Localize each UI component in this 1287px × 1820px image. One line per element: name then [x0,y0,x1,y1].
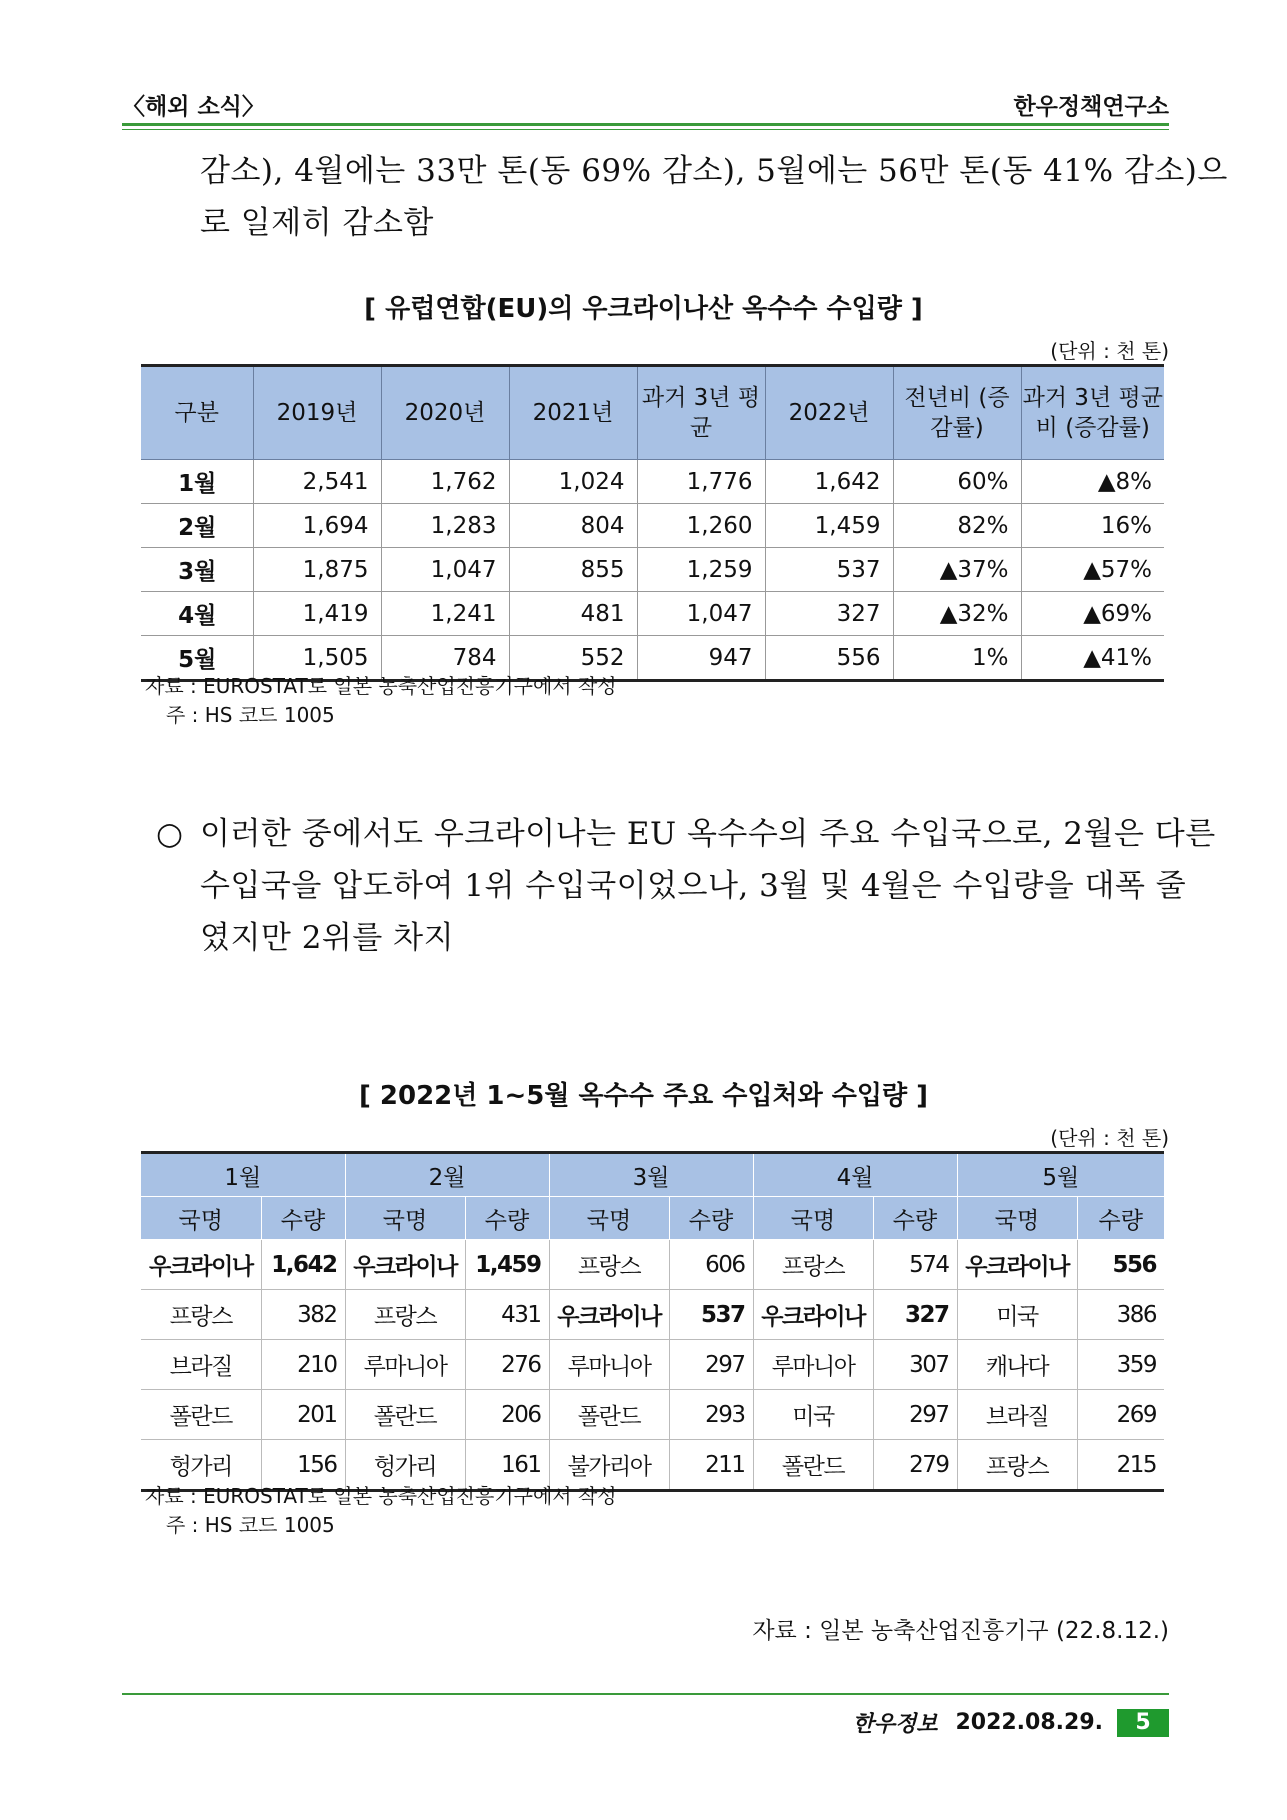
table-row [141,548,1164,592]
column-header: 2020년 [381,366,509,460]
country-cell: 미국 [957,1290,1077,1340]
quantity-cell: 297 [873,1390,957,1440]
table-cell: 1,260 [637,504,765,548]
table-cell: 1,459 [765,504,893,548]
table-cell: 1,047 [637,592,765,636]
country-cell: 폴란드 [753,1440,873,1491]
quantity-cell: 431 [465,1290,549,1340]
table-cell: 537 [765,548,893,592]
quantity-header: 수량 [669,1197,753,1240]
quantity-cell: 211 [669,1440,753,1491]
country-header: 국명 [141,1197,261,1240]
import-sources-table [141,1151,1164,1492]
footer-rule [122,1693,1169,1695]
table-row [141,1290,1164,1340]
quantity-cell: 537 [669,1290,753,1340]
table-cell: 1,047 [381,548,509,592]
table1-title: [ 유럽연합(EU)의 우크라이나산 옥수수 수입량 ] [364,294,923,324]
table-row [141,592,1164,636]
table2-note: 주 : HS 코드 1005 [166,1513,335,1537]
footer-brand: 한우정보 [852,1712,938,1737]
header-rule-thin [122,129,1169,130]
table-cell: 855 [509,548,637,592]
table-cell: ▲8% [1021,460,1164,504]
table-cell: 784 [381,636,509,681]
table-cell: 947 [637,636,765,681]
header-rule [122,123,1169,126]
country-cell: 루마니아 [549,1340,669,1390]
table2-unit: (단위 : 천 톤) [1050,1126,1169,1150]
bullet-marker: ○ [156,816,184,852]
quantity-cell: 327 [873,1290,957,1340]
table-cell: 82% [893,504,1021,548]
quantity-header: 수량 [465,1197,549,1240]
bullet-line: 수입국을 압도하여 1위 수입국이었으나, 3월 및 4월은 수입량을 대폭 줄 [200,868,1187,904]
eu-import-table [141,364,1164,682]
month-header: 2월 [345,1153,549,1197]
column-header: 구분 [141,366,253,460]
quantity-cell: 359 [1077,1340,1164,1390]
publisher-name: 한우정책연구소 [1013,94,1169,120]
footer-date: 2022.08.29. [955,1710,1103,1735]
table1-source: 자료 : EUROSTAT로 일본 농축산업진흥기구에서 작성 [145,674,617,698]
country-header: 국명 [753,1197,873,1240]
row-label: 4월 [141,592,253,636]
table-cell: 60% [893,460,1021,504]
quantity-header: 수량 [873,1197,957,1240]
country-cell: 루마니아 [753,1340,873,1390]
quantity-header: 수량 [1077,1197,1164,1240]
table-cell: 1,694 [253,504,381,548]
country-cell: 미국 [753,1390,873,1440]
row-label: 1월 [141,460,253,504]
quantity-cell: 215 [1077,1440,1164,1491]
country-cell: 우크라이나 [141,1240,261,1290]
country-cell: 우크라이나 [549,1290,669,1340]
table-cell: 552 [509,636,637,681]
table-cell: 1,776 [637,460,765,504]
table-row [141,1240,1164,1290]
table-row [141,1390,1164,1440]
column-header: 과거 3년 평균비 (증감률) [1021,366,1164,460]
quantity-cell: 386 [1077,1290,1164,1340]
table-cell: 1,259 [637,548,765,592]
intro-line: 로 일제히 감소함 [200,205,434,241]
column-header: 2019년 [253,366,381,460]
table-cell: 1% [893,636,1021,681]
column-header: 과거 3년 평균 [637,366,765,460]
footer [852,1707,1169,1738]
country-header: 국명 [345,1197,465,1240]
table-cell: 16% [1021,504,1164,548]
country-cell: 루마니아 [345,1340,465,1390]
column-header: 2021년 [509,366,637,460]
country-cell: 우크라이나 [753,1290,873,1340]
country-cell: 불가리아 [549,1440,669,1491]
row-label: 3월 [141,548,253,592]
country-cell: 프랑스 [957,1440,1077,1491]
country-cell: 우크라이나 [957,1240,1077,1290]
table1-unit: (단위 : 천 톤) [1050,339,1169,363]
table-cell: 1,024 [509,460,637,504]
column-header: 전년비 (증감률) [893,366,1021,460]
month-header: 4월 [753,1153,957,1197]
table2-source: 자료 : EUROSTAT로 일본 농축산업진흥기구에서 작성 [145,1484,617,1508]
table-cell: ▲69% [1021,592,1164,636]
row-label: 2월 [141,504,253,548]
quantity-cell: 556 [1077,1240,1164,1290]
country-cell: 폴란드 [549,1390,669,1440]
table-cell: 1,875 [253,548,381,592]
month-header: 3월 [549,1153,753,1197]
table1-note: 주 : HS 코드 1005 [166,703,335,727]
quantity-cell: 297 [669,1340,753,1390]
country-cell: 헝가리 [345,1440,465,1491]
row-label: 5월 [141,636,253,681]
country-cell: 브라질 [141,1340,261,1390]
bullet-line: 였지만 2위를 차지 [200,920,455,956]
table-cell: 481 [509,592,637,636]
country-cell: 폴란드 [141,1390,261,1440]
month-header: 1월 [141,1153,345,1197]
country-cell: 캐나다 [957,1340,1077,1390]
quantity-cell: 574 [873,1240,957,1290]
quantity-cell: 279 [873,1440,957,1491]
country-header: 국명 [957,1197,1077,1240]
quantity-cell: 276 [465,1340,549,1390]
quantity-cell: 269 [1077,1390,1164,1440]
bullet-paragraph [200,808,1216,964]
table-cell: 556 [765,636,893,681]
column-header: 2022년 [765,366,893,460]
quantity-cell: 606 [669,1240,753,1290]
table-cell: 1,642 [765,460,893,504]
country-cell: 우크라이나 [345,1240,465,1290]
table-cell: 2,541 [253,460,381,504]
page-number: 5 [1117,1709,1169,1737]
table-cell: 1,419 [253,592,381,636]
table-cell: 1,762 [381,460,509,504]
table-row [141,504,1164,548]
quantity-cell: 201 [261,1390,345,1440]
quantity-cell: 382 [261,1290,345,1340]
table-cell: 1,241 [381,592,509,636]
table-cell: ▲37% [893,548,1021,592]
country-cell: 폴란드 [345,1390,465,1440]
table-cell: ▲57% [1021,548,1164,592]
country-cell: 프랑스 [549,1240,669,1290]
quantity-cell: 1,642 [261,1240,345,1290]
country-cell: 헝가리 [141,1440,261,1491]
quantity-cell: 206 [465,1390,549,1440]
intro-paragraph [200,145,1228,249]
table-cell: 327 [765,592,893,636]
quantity-cell: 293 [669,1390,753,1440]
table-cell: 804 [509,504,637,548]
table-row [141,1340,1164,1390]
quantity-cell: 210 [261,1340,345,1390]
table2-title: [ 2022년 1~5월 옥수수 주요 수입처와 수입량 ] [358,1081,929,1111]
country-cell: 프랑스 [753,1240,873,1290]
intro-line: 감소), 4월에는 33만 톤(동 69% 감소), 5월에는 56만 톤(동 41% 감소)으 [200,153,1228,189]
quantity-cell: 307 [873,1340,957,1390]
country-cell: 프랑스 [345,1290,465,1340]
table-cell: ▲32% [893,592,1021,636]
table-row [141,460,1164,504]
bullet-line: 이러한 중에서도 우크라이나는 EU 옥수수의 주요 수입국으로, 2월은 다른 [200,816,1216,852]
quantity-header: 수량 [261,1197,345,1240]
table-cell: 1,283 [381,504,509,548]
quantity-cell: 156 [261,1440,345,1491]
section-label: 〈해외 소식〉 [122,94,265,120]
quantity-cell: 1,459 [465,1240,549,1290]
country-cell: 프랑스 [141,1290,261,1340]
quantity-cell: 161 [465,1440,549,1491]
country-cell: 브라질 [957,1390,1077,1440]
table-cell: 1,505 [253,636,381,681]
table-cell: ▲41% [1021,636,1164,681]
page-source: 자료 : 일본 농축산업진흥기구 (22.8.12.) [752,1618,1169,1644]
country-header: 국명 [549,1197,669,1240]
month-header: 5월 [957,1153,1164,1197]
